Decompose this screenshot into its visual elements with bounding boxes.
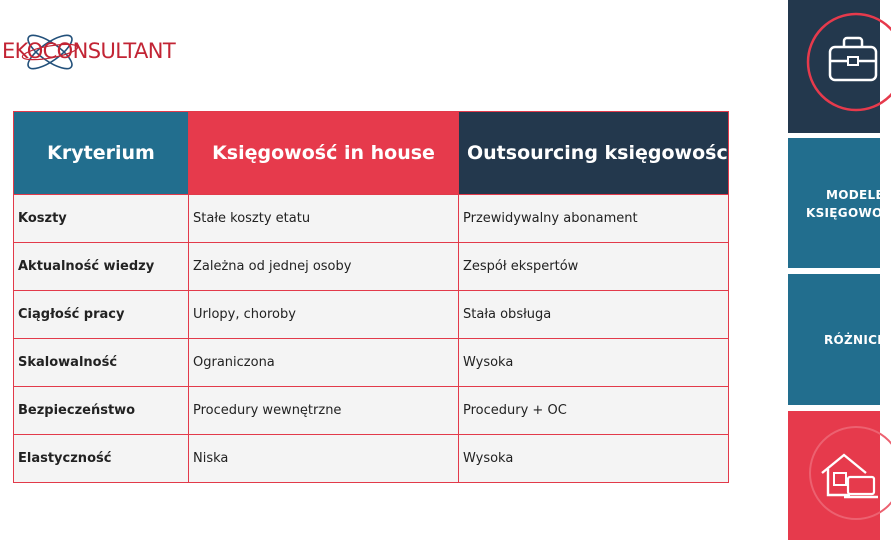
criterion-cell: Koszty: [14, 195, 189, 243]
briefcase-icon: [788, 0, 880, 133]
inhouse-cell: Ograniczona: [189, 339, 459, 387]
table-row: [14, 387, 729, 435]
inhouse-cell: Zależna od jednej osoby: [189, 243, 459, 291]
logo-text: EKOCONSULTANT: [2, 39, 176, 63]
side-panel-home-office[interactable]: [788, 411, 880, 540]
header-inhouse: Księgowość in house: [189, 112, 459, 195]
comparison-table: [13, 111, 735, 486]
criterion-cell: Skalowalność: [14, 339, 189, 387]
table-row: [14, 291, 729, 339]
outsourcing-cell: Wysoka: [459, 339, 729, 387]
table-row: [14, 195, 729, 243]
header-criterion: Kryterium: [14, 112, 189, 195]
inhouse-cell: Urlopy, choroby: [189, 291, 459, 339]
side-panel-models[interactable]: [788, 138, 891, 268]
outsourcing-cell: Procedury + OC: [459, 387, 729, 435]
outsourcing-cell: Przewidywalny abonament: [459, 195, 729, 243]
outsourcing-cell: Zespół ekspertów: [459, 243, 729, 291]
table-row: [14, 243, 729, 291]
side-panel-differences[interactable]: [788, 274, 886, 405]
table-row: [14, 435, 729, 483]
outsourcing-cell: Stała obsługa: [459, 291, 729, 339]
table-row: [14, 339, 729, 387]
side-panel-services[interactable]: [788, 0, 880, 133]
header-outsourcing: Outsourcing księgowości: [459, 112, 729, 195]
inhouse-cell: Niska: [189, 435, 459, 483]
side-panel-differences-label: RÓŻNICE: [824, 333, 886, 347]
home-office-icon: [788, 411, 880, 540]
company-logo: [0, 24, 200, 84]
inhouse-cell: Stałe koszty etatu: [189, 195, 459, 243]
criterion-cell: Ciągłość pracy: [14, 291, 189, 339]
criterion-cell: Aktualność wiedzy: [14, 243, 189, 291]
outsourcing-cell: Wysoka: [459, 435, 729, 483]
criterion-cell: Elastyczność: [14, 435, 189, 483]
models-label-line2: KSIĘGOWOŚ: [806, 206, 891, 220]
models-label-line1: MODELE: [826, 188, 884, 202]
side-panel-models-label: [806, 186, 891, 222]
table-header-row: [14, 112, 729, 195]
inhouse-cell: Procedury wewnętrzne: [189, 387, 459, 435]
criterion-cell: Bezpieczeństwo: [14, 387, 189, 435]
